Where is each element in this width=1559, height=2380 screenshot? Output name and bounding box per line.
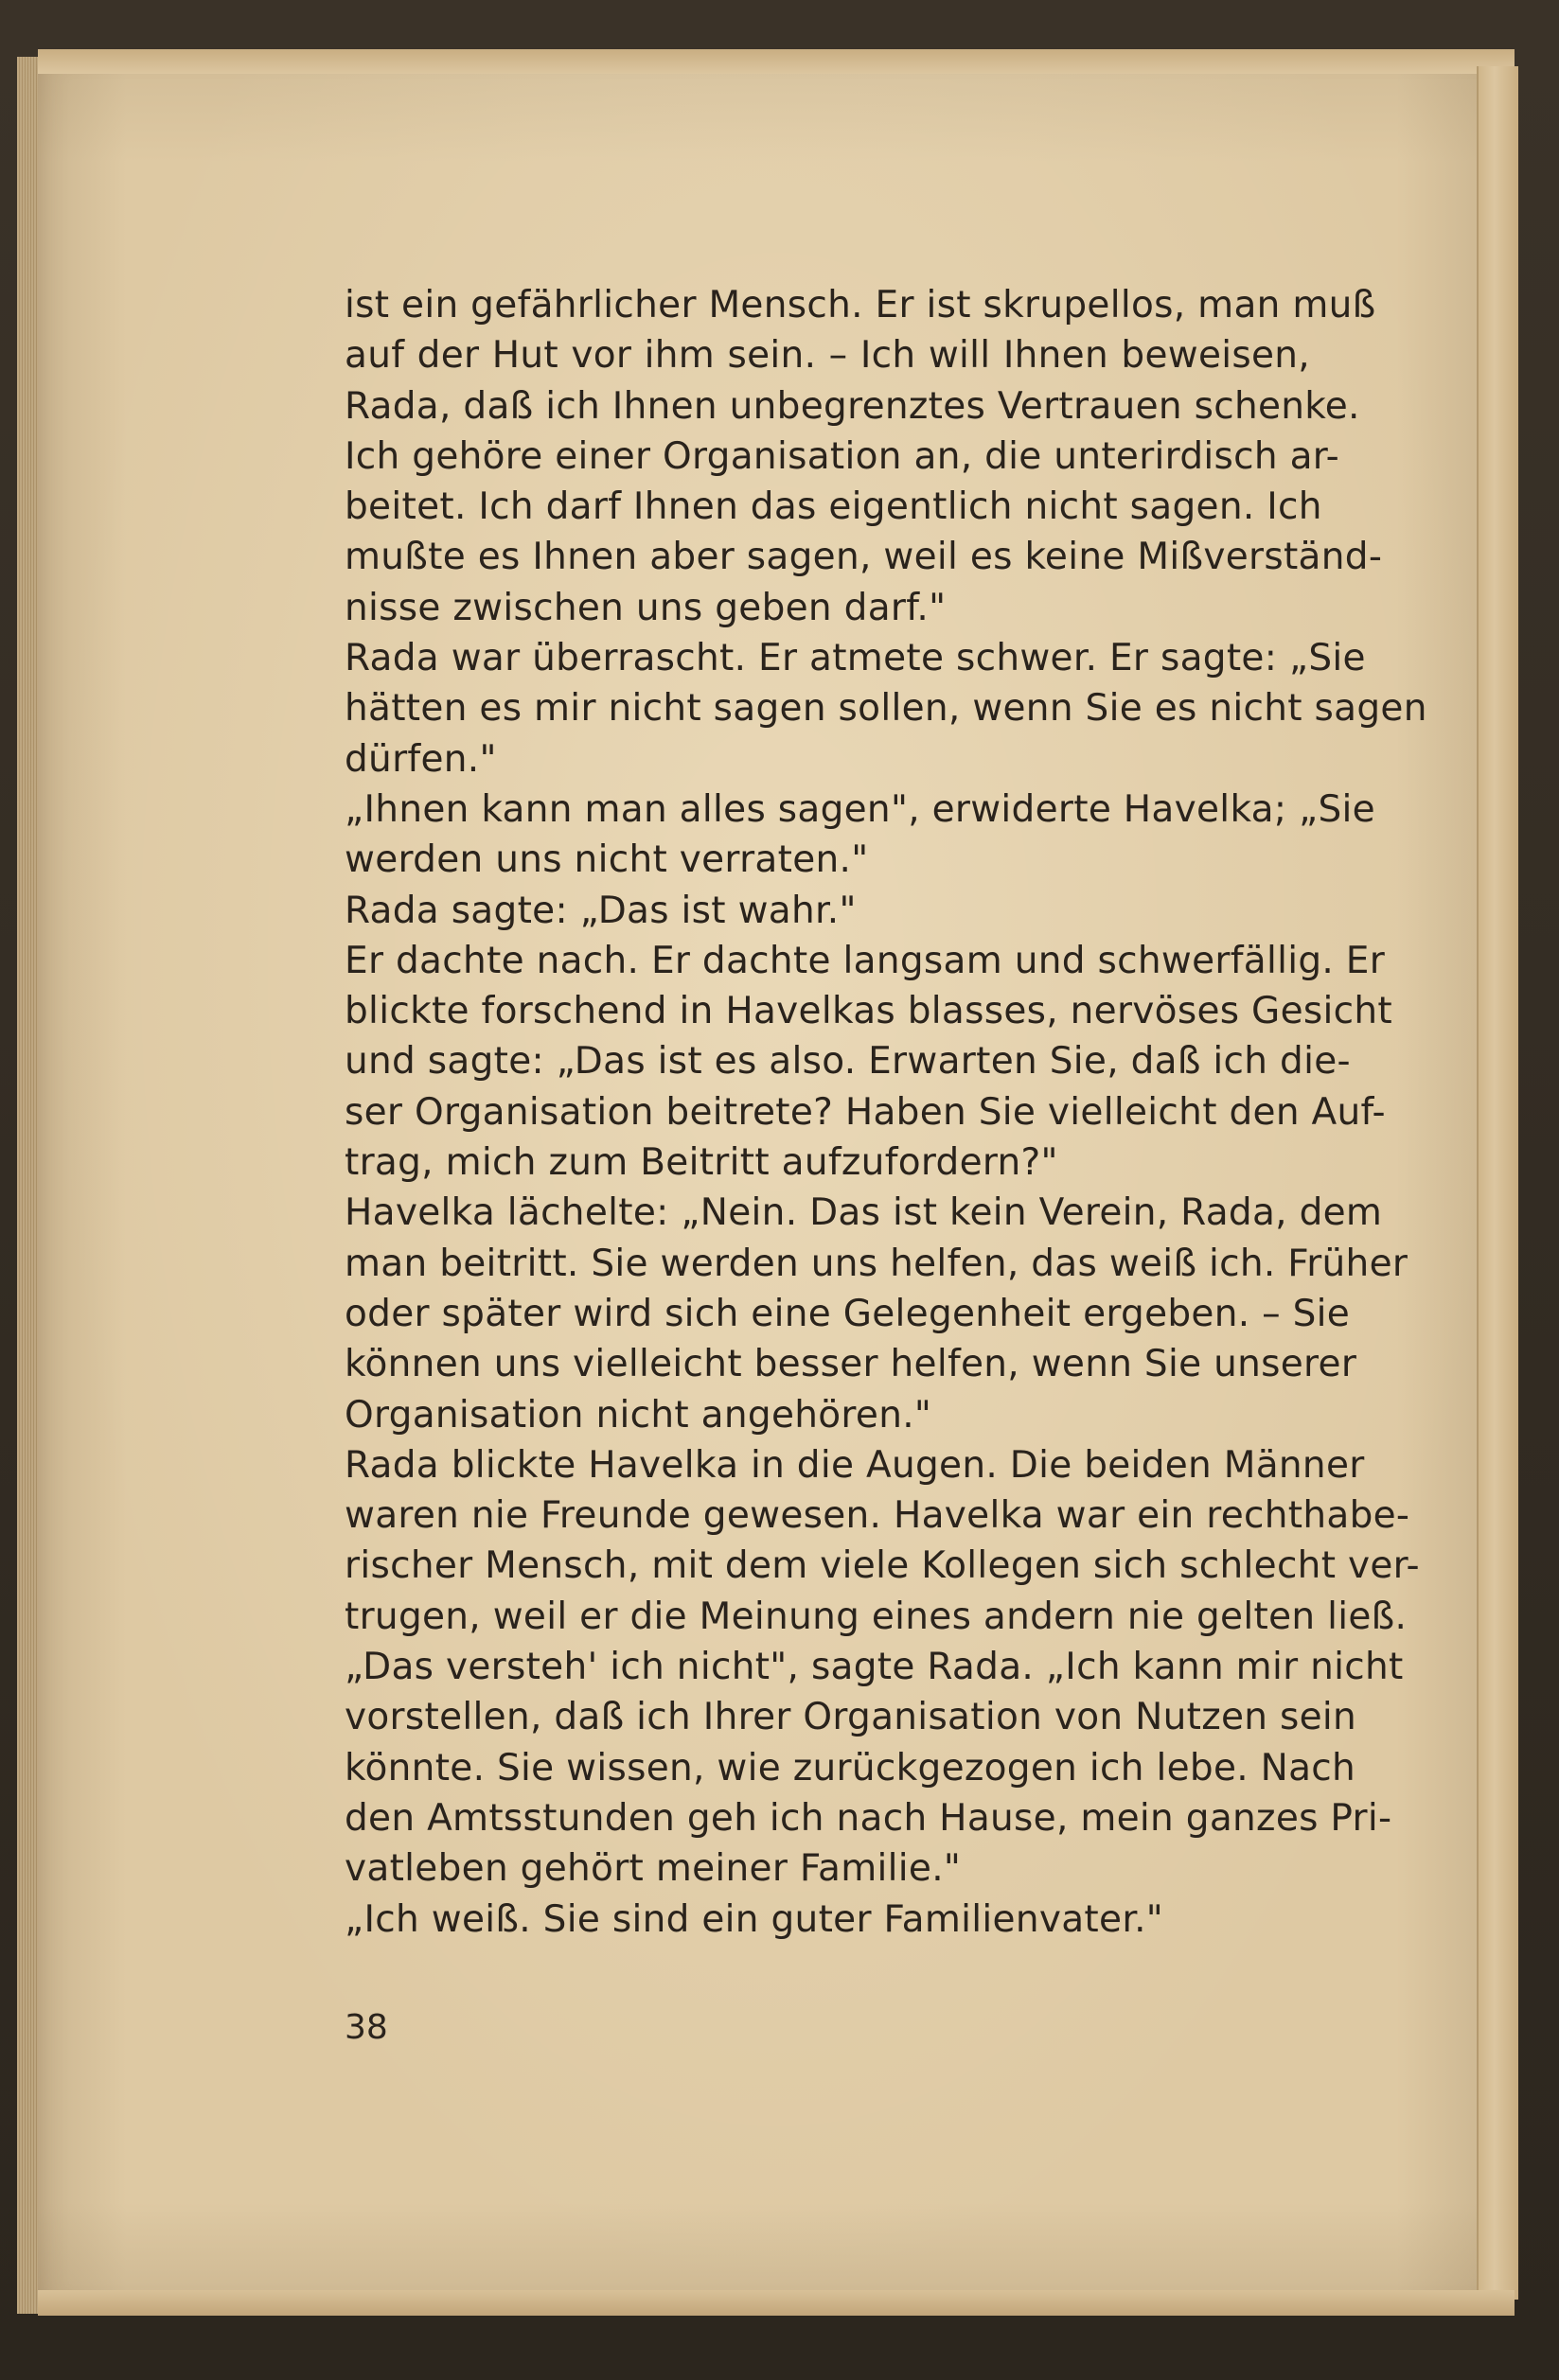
text-line: Organisation nicht angehören.": [345, 1393, 932, 1437]
text-line: den Amtsstunden geh ich nach Hause, mein ganzes Pri-: [345, 1796, 1392, 1840]
text-line: „Ihnen kann man alles sagen", erwiderte Havelka; „Sie: [345, 787, 1375, 831]
text-line: Rada, daß ich Ihnen unbegrenztes Vertrauen schenke.: [345, 384, 1360, 428]
text-line: und sagte: „Das ist es also. Erwarten Sie, daß ich die-: [345, 1040, 1351, 1084]
text-line: „Das versteh' ich nicht", sagte Rada. „Ich kann mir nicht: [345, 1646, 1404, 1689]
text-line: ist ein gefährlicher Mensch. Er ist skrupellos, man muß: [345, 284, 1376, 326]
text-line: könnte. Sie wissen, wie zurückgezogen ich lebe. Nach: [345, 1746, 1356, 1789]
text-line: oder später wird sich eine Gelegenheit ergeben. – Sie: [345, 1292, 1351, 1335]
text-line: trugen, weil er die Meinung eines andern nie gelten ließ.: [345, 1595, 1408, 1638]
text-line: ser Organisation beitrete? Haben Sie vielleicht den Auf-: [345, 1090, 1386, 1134]
text-line: waren nie Freunde gewesen. Havelka war ein rechthabe-: [345, 1494, 1410, 1538]
text-line: rischer Mensch, mit dem viele Kollegen sich schlecht ver-: [345, 1544, 1420, 1588]
text-line: können uns vielleicht besser helfen, wenn Sie unserer: [345, 1343, 1357, 1386]
page-edge-bottom: [38, 2290, 1515, 2316]
page-number: 38: [345, 2008, 388, 2047]
text-line: trag, mich zum Beitritt aufzufordern?": [345, 1141, 1058, 1185]
text-line: nisse zwischen uns geben darf.": [345, 586, 947, 629]
text-line: Rada war überrascht. Er atmete schwer. Er sagte: „Sie: [345, 637, 1366, 680]
text-line: Rada sagte: „Das ist wahr.": [345, 889, 857, 932]
text-line: Er dachte nach. Er dachte langsam und schwerfällig. Er: [345, 939, 1386, 982]
text-line: Rada blickte Havelka in die Augen. Die beiden Männer: [345, 1443, 1365, 1487]
text-line: werden uns nicht verraten.": [345, 838, 869, 882]
text-line: Havelka lächelte: „Nein. Das ist kein Verein, Rada, dem: [345, 1191, 1383, 1235]
text-line: hätten es mir nicht sagen sollen, wenn Sie es nicht sagen: [345, 687, 1427, 731]
text-line: „Ich weiß. Sie sind ein guter Familienvater.": [345, 1897, 1164, 1941]
text-line: beitet. Ich darf Ihnen das eigentlich nicht sagen. Ich: [345, 485, 1322, 529]
page-edge-top: [38, 49, 1515, 74]
text-line: blickte forschend in Havelkas blasses, nervöses Gesicht: [345, 990, 1392, 1033]
text-line: dürfen.": [345, 737, 497, 781]
text-line: man beitritt. Sie werden uns helfen, das weiß ich. Früher: [345, 1242, 1408, 1285]
text-line: mußte es Ihnen aber sagen, weil es keine Mißverständ-: [345, 536, 1383, 579]
text-line: Ich gehöre einer Organisation an, die unterirdisch ar-: [345, 434, 1340, 478]
text-line: auf der Hut vor ihm sein. – Ich will Ihnen beweisen,: [345, 334, 1310, 378]
text-line: vorstellen, daß ich Ihrer Organisation von Nutzen sein: [345, 1696, 1357, 1739]
body-text: [345, 280, 1427, 1945]
text-line: vatleben gehört meiner Familie.": [345, 1847, 962, 1891]
page-edge-right: [1477, 66, 1518, 2300]
